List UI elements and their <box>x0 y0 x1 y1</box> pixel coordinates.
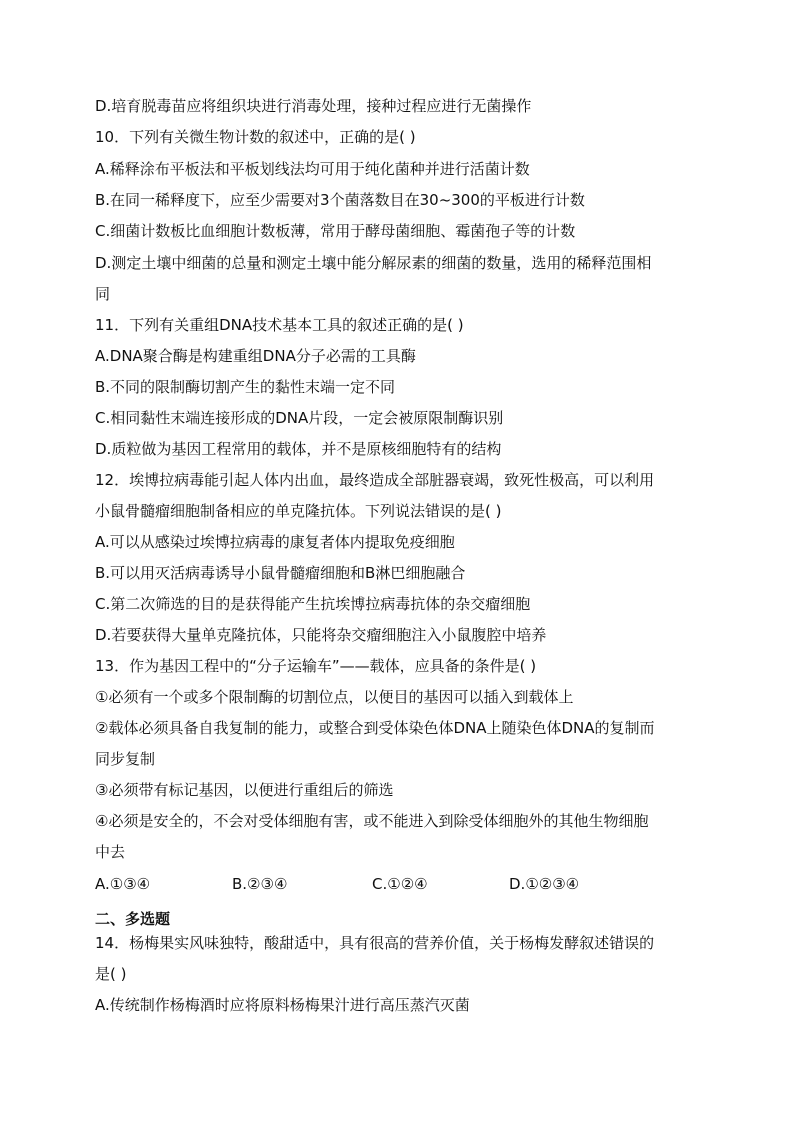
q13-options <box>95 874 705 894</box>
q10-option-a: A.稀释涂布平板法和平板划线法均可用于纯化菌种并进行活菌计数 <box>95 160 530 178</box>
q14-stem-cont: 是( ) <box>95 965 127 983</box>
q10-option-c: C.细菌计数板比血细胞计数板薄，常用于酵母菌细胞、霉菌孢子等的计数 <box>95 222 576 240</box>
q13-option-b: B.②③④ <box>232 875 288 893</box>
q12-option-b: B.可以用灭活病毒诱导小鼠骨髓瘤细胞和B淋巴细胞融合 <box>95 564 466 582</box>
q11-stem: 11．下列有关重组DNA技术基本工具的叙述正确的是( ) <box>95 316 464 334</box>
q13-option-c: C.①②④ <box>372 875 428 893</box>
q13-item-2: ②载体必须具备自我复制的能力，或整合到受体染色体DNA上随染色体DNA的复制而 <box>95 719 655 737</box>
q13-item-1: ①必须有一个或多个限制酶的切割位点，以便目的基因可以插入到载体上 <box>95 688 574 706</box>
q10-stem: 10．下列有关微生物计数的叙述中，正确的是( ) <box>95 128 416 146</box>
q10-option-d: D.测定土壤中细菌的总量和测定土壤中能分解尿素的细菌的数量，选用的稀释范围相 <box>95 254 652 272</box>
q11-option-d: D.质粒做为基因工程常用的载体，并不是原核细胞特有的结构 <box>95 440 502 458</box>
q12-stem-cont: 小鼠骨髓瘤细胞制备相应的单克隆抗体。下列说法错误的是( ) <box>95 502 502 520</box>
q13-item-4: ④必须是安全的，不会对受体细胞有害，或不能进入到除受体细胞外的其他生物细胞 <box>95 812 649 830</box>
q13-option-a: A.①③④ <box>95 875 151 893</box>
q14-option-a: A.传统制作杨梅酒时应将原料杨梅果汁进行高压蒸汽灭菌 <box>95 996 470 1014</box>
q12-option-c: C.第二次筛选的目的是获得能产生抗埃博拉病毒抗体的杂交瘤细胞 <box>95 595 531 613</box>
q13-item-2-cont: 同步复制 <box>95 750 156 768</box>
q12-stem: 12．埃博拉病毒能引起人体内出血，最终造成全部脏器衰竭，致死性极高，可以利用 <box>95 471 655 489</box>
q10-option-d-cont: 同 <box>95 285 111 303</box>
q13-option-d: D.①②③④ <box>509 875 580 893</box>
q12-option-d: D.若要获得大量单克隆抗体，只能将杂交瘤细胞注入小鼠腹腔中培养 <box>95 626 547 644</box>
q13-stem: 13．作为基因工程中的“分子运输车”——载体，应具备的条件是( ) <box>95 657 537 675</box>
q13-item-4-cont: 中去 <box>95 843 126 861</box>
q12-option-a: A.可以从感染过埃博拉病毒的康复者体内提取免疫细胞 <box>95 533 455 551</box>
q13-item-3: ③必须带有标记基因，以便进行重组后的筛选 <box>95 781 394 799</box>
q10-option-b: B.在同一稀释度下，应至少需要对3个菌落数目在30~300的平板进行计数 <box>95 191 585 209</box>
q11-option-c: C.相同黏性末端连接形成的DNA片段，一定会被原限制酶识别 <box>95 409 504 427</box>
q11-option-a: A.DNA聚合酶是构建重组DNA分子必需的工具酶 <box>95 347 416 365</box>
section-title: 二、多选题 <box>95 910 171 928</box>
q11-option-b: B.不同的限制酶切割产生的黏性末端一定不同 <box>95 378 396 396</box>
q9-option-d: D.培育脱毒苗应将组织块进行消毒处理，接种过程应进行无菌操作 <box>95 97 532 115</box>
q14-stem: 14．杨梅果实风味独特，酸甜适中，具有很高的营养价值，关于杨梅发酵叙述错误的 <box>95 934 655 952</box>
